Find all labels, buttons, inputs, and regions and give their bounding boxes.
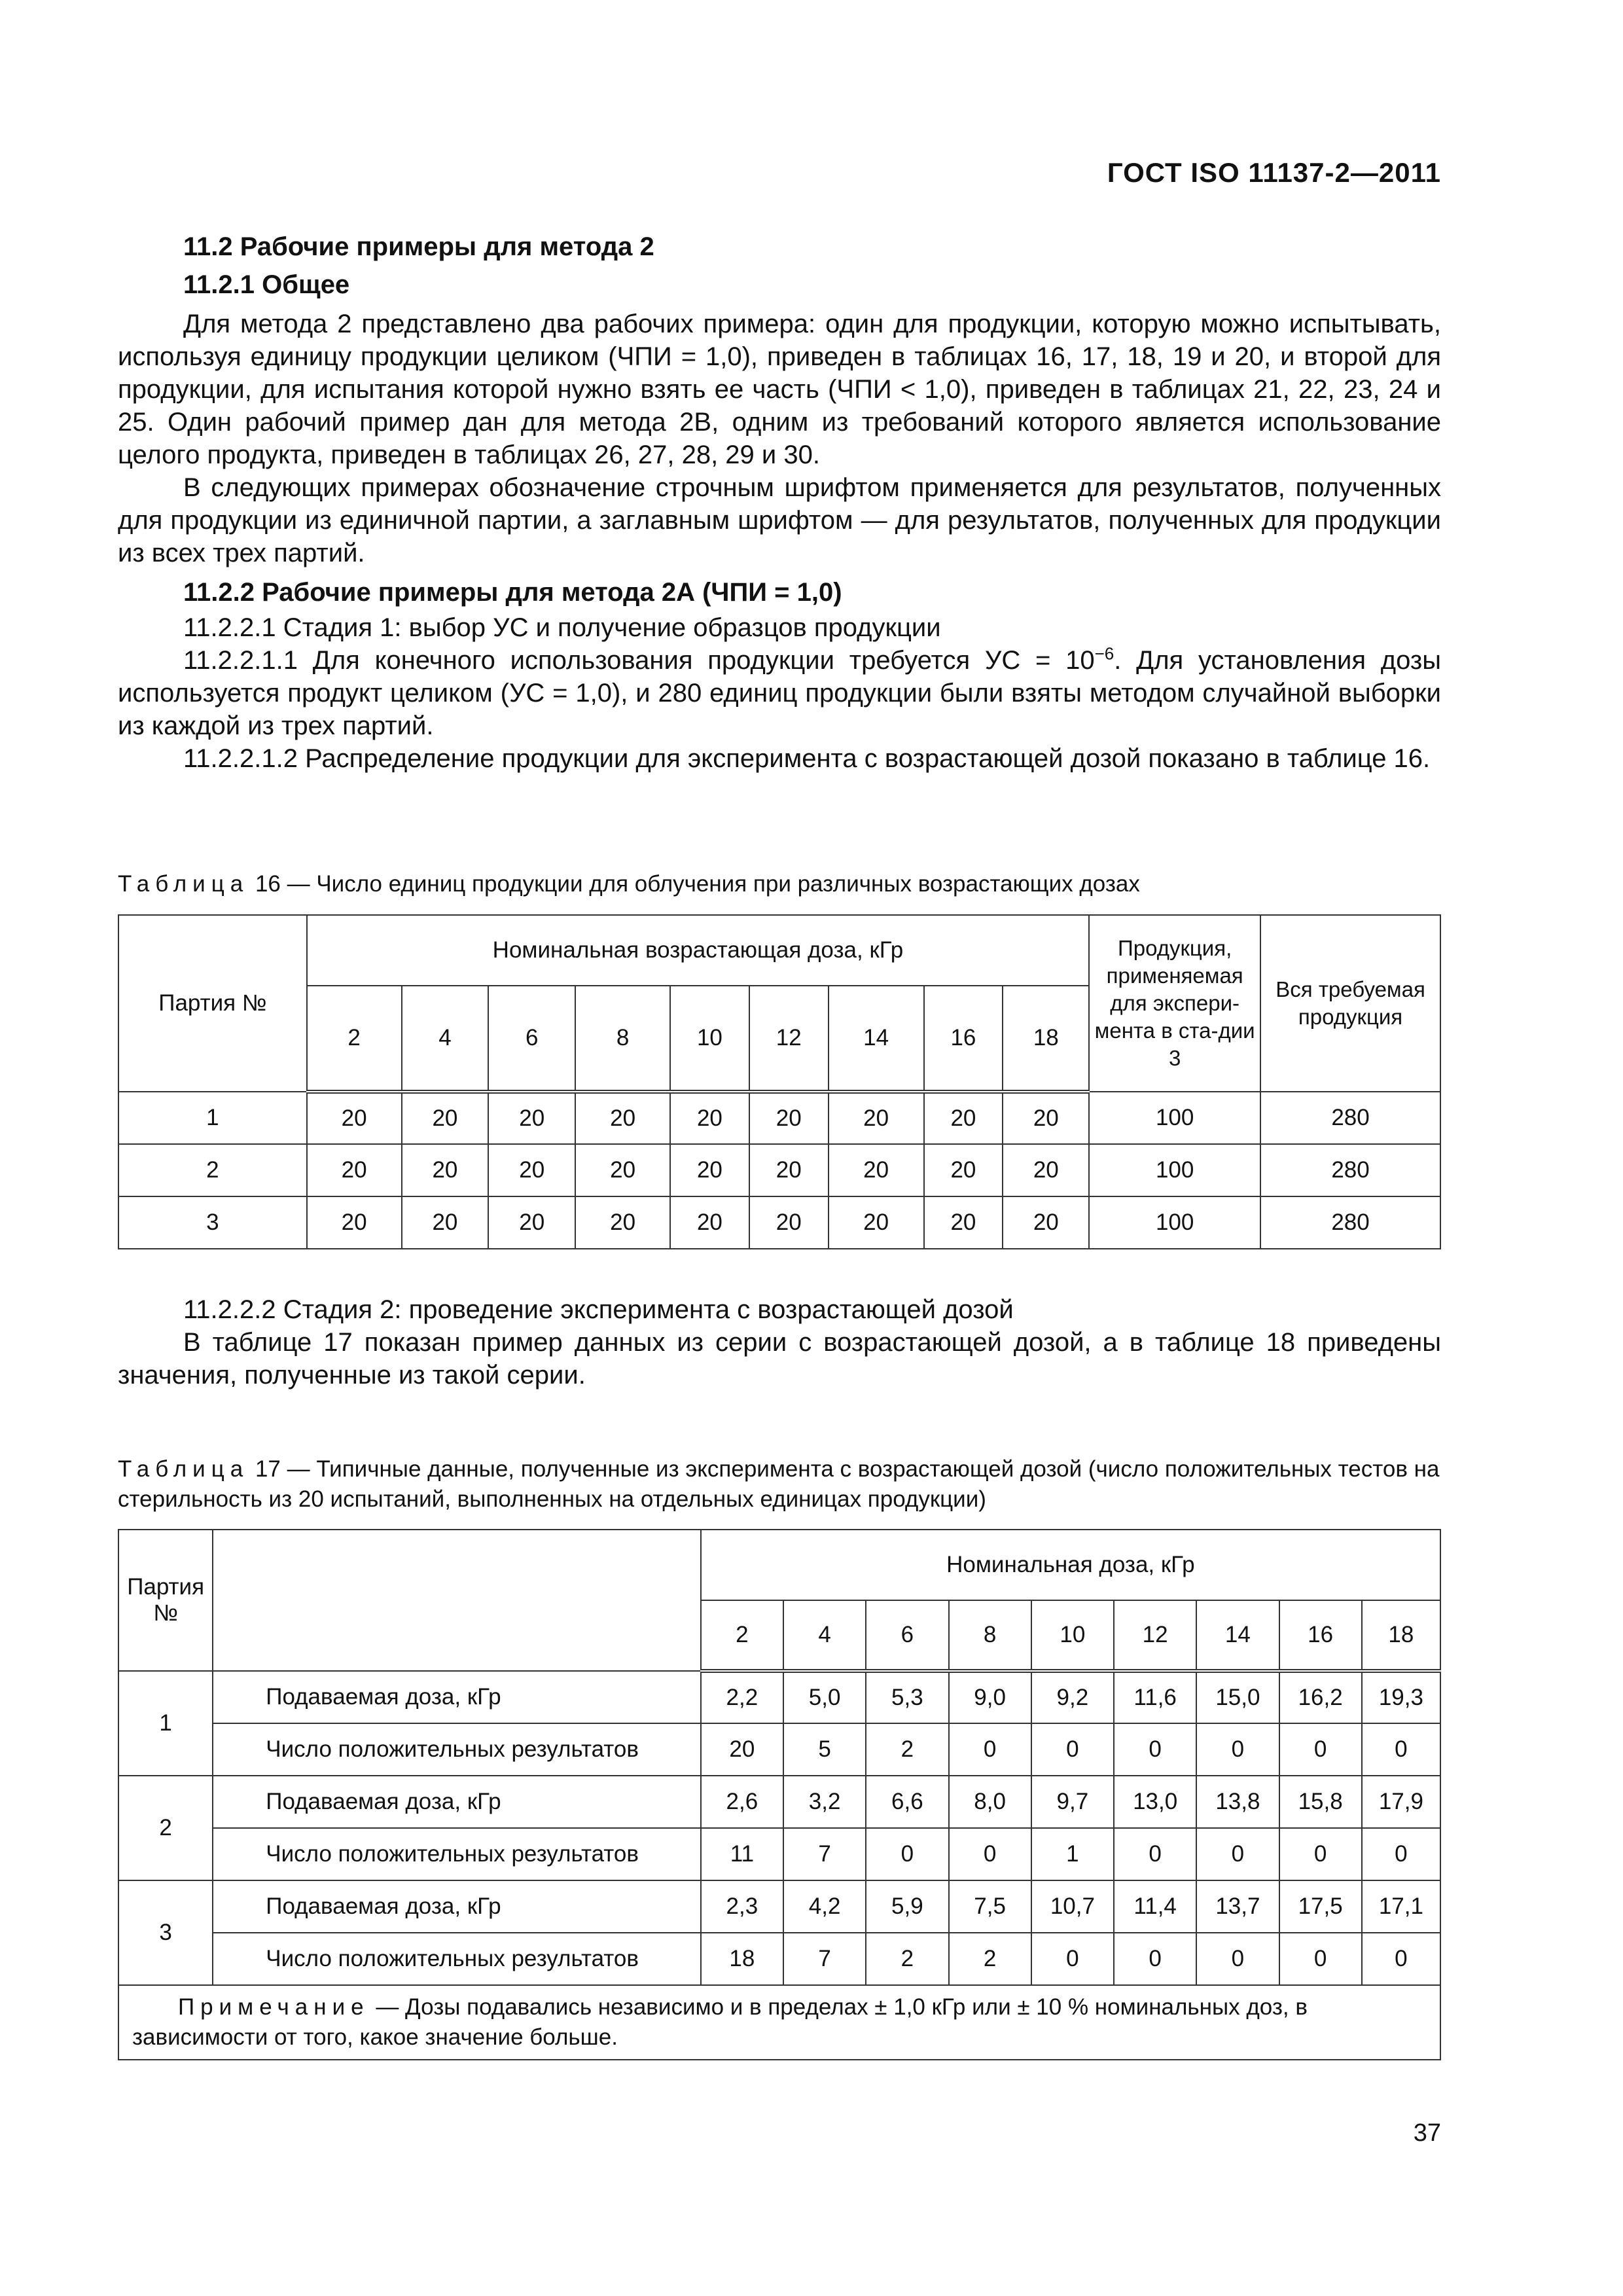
header-dose: Номинальная доза, кГр <box>701 1530 1440 1600</box>
positive-cell: 0 <box>1031 1933 1114 1985</box>
lot-cell: 2 <box>118 1776 213 1880</box>
header-stage3: Продукция, применяемая для экспери-мента в ста-дии 3 <box>1089 915 1260 1092</box>
count-cell: 20 <box>749 1196 829 1249</box>
table-note <box>118 1985 1440 2060</box>
dose-cell: 6,6 <box>866 1776 948 1828</box>
paragraph-methods: Для метода 2 представлено два рабочих примера: один для продукции, которую можно испытывать, используя единицу продукции целиком (ЧПИ = 1,0), приведен в таблицах 16, 17, 18, 19 и 20, и второй для продукции, для испытания которой нужно взять ее часть (ЧПИ < 1,0), приведен в таблицах 21, 22, 23, 24 и 25. Один рабочий пример дан для метода 2В, одним из требований которого является использование целого продукта, приведен в таблицах 26, 27, 28, 29 и 30. <box>118 310 1441 469</box>
count-cell: 20 <box>488 1092 575 1144</box>
caption-text: 17 — Типичные данные, полученные из эксперимента с возрастающей дозой (число положительных тестов на стерильность из 20 испытаний, выполненных на отдельных единицах продукции) <box>118 1456 1440 1512</box>
dose-cell: 15,0 <box>1196 1671 1279 1723</box>
count-cell: 20 <box>829 1196 924 1249</box>
dose-header: 18 <box>1362 1600 1440 1671</box>
dose-header: 16 <box>924 986 1003 1092</box>
dose-cell: 13,0 <box>1114 1776 1196 1828</box>
table-16-caption <box>118 869 1441 899</box>
dose-header: 18 <box>1003 986 1089 1092</box>
document-code: ГОСТ ISO 11137-2—2011 <box>1107 157 1441 188</box>
dose-header: 2 <box>307 986 402 1092</box>
dose-cell: 17,9 <box>1362 1776 1440 1828</box>
dose-cell: 5,0 <box>783 1671 866 1723</box>
total-cell: 280 <box>1260 1092 1440 1144</box>
section-11-2-2-2 <box>118 1293 1441 1391</box>
dose-cell: 4,2 <box>783 1880 866 1933</box>
positive-cell: 5 <box>783 1723 866 1776</box>
count-cell: 20 <box>924 1092 1003 1144</box>
count-cell: 20 <box>924 1196 1003 1249</box>
dose-header: 8 <box>949 1600 1031 1671</box>
dose-cell: 11,4 <box>1114 1880 1196 1933</box>
table-row <box>118 1144 1440 1196</box>
count-cell: 20 <box>402 1196 489 1249</box>
header-blank <box>213 1530 700 1671</box>
positive-cell: 0 <box>1279 1723 1362 1776</box>
positive-cell: 2 <box>866 1933 948 1985</box>
dose-header: 8 <box>575 986 670 1092</box>
dose-cell: 16,2 <box>1279 1671 1362 1723</box>
count-cell: 20 <box>307 1196 402 1249</box>
positive-cell: 0 <box>1114 1723 1196 1776</box>
dose-header: 4 <box>783 1600 866 1671</box>
table-17-caption <box>118 1454 1441 1515</box>
count-cell: 20 <box>749 1144 829 1196</box>
caption-text: 16 — Число единиц продукции для облучения при различных возрастающих дозах <box>249 871 1140 897</box>
text-part: . Для установления дозы используется продукт целиком (УС = 1,0), и 280 единиц продукции были взяты методом случайной выборки из каждой из трех партий. <box>118 646 1441 740</box>
count-cell: 20 <box>307 1144 402 1196</box>
table-row <box>118 1671 1440 1723</box>
count-cell: 20 <box>1003 1144 1089 1196</box>
dose-header: 14 <box>1196 1600 1279 1671</box>
lot-cell: 3 <box>118 1880 213 1985</box>
dose-cell: 13,8 <box>1196 1776 1279 1828</box>
count-cell: 20 <box>749 1092 829 1144</box>
positive-cell: 0 <box>949 1828 1031 1880</box>
text-part: 11.2.2.1.1 Для конечного использования продукции требуется УС = 10 <box>183 646 1095 675</box>
heading-11-2-1: 11.2.1 Общее <box>183 270 350 299</box>
positive-cell: 20 <box>701 1723 783 1776</box>
section-11-2 <box>118 230 1441 775</box>
header-lot: Партия № <box>118 1530 213 1671</box>
row-label: Число положительных результатов <box>213 1933 700 1985</box>
table-16 <box>118 914 1441 1249</box>
positive-cell: 7 <box>783 1828 866 1880</box>
dose-header: 2 <box>701 1600 783 1671</box>
positive-cell: 0 <box>1196 1933 1279 1985</box>
heading-11-2-2: 11.2.2 Рабочие примеры для метода 2А (ЧПИ = 1,0) <box>183 578 842 607</box>
paragraph-stage2: 11.2.2.2 Стадия 2: проведение эксперимента с возрастающей дозой <box>183 1295 1014 1324</box>
table-note-row <box>118 1985 1440 2060</box>
dose-cell: 5,9 <box>866 1880 948 1933</box>
paragraph-table17-intro: В таблице 17 показан пример данных из серии с возрастающей дозой, а в таблице 18 приведены значения, полученные из такой серии. <box>118 1328 1441 1390</box>
dose-cell: 15,8 <box>1279 1776 1362 1828</box>
heading-11-2: 11.2 Рабочие примеры для метода 2 <box>183 232 654 261</box>
row-label: Подаваемая доза, кГр <box>213 1671 700 1723</box>
header-dose: Номинальная возрастающая доза, кГр <box>307 915 1090 986</box>
exponent: −6 <box>1094 643 1115 664</box>
dose-cell: 19,3 <box>1362 1671 1440 1723</box>
count-cell: 20 <box>575 1092 670 1144</box>
positive-cell: 0 <box>949 1723 1031 1776</box>
positive-cell: 0 <box>1196 1828 1279 1880</box>
count-cell: 20 <box>307 1092 402 1144</box>
count-cell: 20 <box>575 1144 670 1196</box>
lot-cell: 2 <box>118 1144 307 1196</box>
count-cell: 20 <box>1003 1092 1089 1144</box>
positive-cell: 2 <box>866 1723 948 1776</box>
count-cell: 20 <box>924 1144 1003 1196</box>
table-row <box>118 1828 1440 1880</box>
count-cell: 20 <box>829 1092 924 1144</box>
paragraph-11-2-2-1-1 <box>118 644 1441 742</box>
caption-word: Таблица <box>118 871 249 897</box>
dose-cell: 2,2 <box>701 1671 783 1723</box>
count-cell: 20 <box>829 1144 924 1196</box>
dose-cell: 11,6 <box>1114 1671 1196 1723</box>
dose-header: 16 <box>1279 1600 1362 1671</box>
positive-cell: 11 <box>701 1828 783 1880</box>
count-cell: 20 <box>670 1092 749 1144</box>
stage3-cell: 100 <box>1089 1092 1260 1144</box>
dose-cell: 2,3 <box>701 1880 783 1933</box>
dose-header: 12 <box>749 986 829 1092</box>
count-cell: 20 <box>1003 1196 1089 1249</box>
table-row <box>118 1880 1440 1933</box>
paragraph-11-2-2-1-2: 11.2.2.1.2 Распределение продукции для эксперимента с возрастающей дозой показано в таблице 16. <box>183 744 1431 773</box>
table-row <box>118 1196 1440 1249</box>
dose-cell: 13,7 <box>1196 1880 1279 1933</box>
total-cell: 280 <box>1260 1144 1440 1196</box>
row-label: Подаваемая доза, кГр <box>213 1776 700 1828</box>
stage3-cell: 100 <box>1089 1144 1260 1196</box>
dose-cell: 9,0 <box>949 1671 1031 1723</box>
total-cell: 280 <box>1260 1196 1440 1249</box>
count-cell: 20 <box>670 1196 749 1249</box>
row-label: Число положительных результатов <box>213 1723 700 1776</box>
note-text: — Дозы подавались независимо и в пределах ± 1,0 кГр или ± 10 % номинальных доз, в зависимости от того, какое значение больше. <box>132 1994 1308 2050</box>
dose-cell: 3,2 <box>783 1776 866 1828</box>
dose-header: 10 <box>1031 1600 1114 1671</box>
positive-cell: 0 <box>1362 1828 1440 1880</box>
count-cell: 20 <box>488 1144 575 1196</box>
dose-cell: 9,7 <box>1031 1776 1114 1828</box>
row-label: Число положительных результатов <box>213 1828 700 1880</box>
table-17 <box>118 1529 1441 2060</box>
header-total: Вся требуемая продукция <box>1260 915 1440 1092</box>
header-lot: Партия № <box>118 915 307 1092</box>
count-cell: 20 <box>402 1144 489 1196</box>
lot-cell: 1 <box>118 1092 307 1144</box>
dose-cell: 2,6 <box>701 1776 783 1828</box>
positive-cell: 2 <box>949 1933 1031 1985</box>
page-number: 37 <box>1413 2119 1441 2147</box>
lot-cell: 1 <box>118 1671 213 1776</box>
table-row <box>118 1933 1440 1985</box>
dose-header: 14 <box>829 986 924 1092</box>
dose-cell: 10,7 <box>1031 1880 1114 1933</box>
positive-cell: 0 <box>866 1828 948 1880</box>
dose-cell: 7,5 <box>949 1880 1031 1933</box>
dose-cell: 5,3 <box>866 1671 948 1723</box>
dose-header: 10 <box>670 986 749 1092</box>
table-row <box>118 1092 1440 1144</box>
positive-cell: 0 <box>1279 1933 1362 1985</box>
count-cell: 20 <box>402 1092 489 1144</box>
stage3-cell: 100 <box>1089 1196 1260 1249</box>
caption-word: Таблица <box>118 1456 249 1482</box>
paragraph-notation: В следующих примерах обозначение строчным шрифтом применяется для результатов, полученных для продукции из единичной партии, а заглавным шрифтом — для результатов, полученных для продукции из всех трех партий. <box>118 473 1441 567</box>
dose-header: 12 <box>1114 1600 1196 1671</box>
count-cell: 20 <box>488 1196 575 1249</box>
positive-cell: 7 <box>783 1933 866 1985</box>
dose-header: 6 <box>866 1600 948 1671</box>
positive-cell: 0 <box>1279 1828 1362 1880</box>
dose-cell: 8,0 <box>949 1776 1031 1828</box>
dose-cell: 17,5 <box>1279 1880 1362 1933</box>
count-cell: 20 <box>670 1144 749 1196</box>
lot-cell: 3 <box>118 1196 307 1249</box>
dose-cell: 9,2 <box>1031 1671 1114 1723</box>
paragraph-stage1: 11.2.2.1 Стадия 1: выбор УС и получение образцов продукции <box>183 613 941 642</box>
positive-cell: 0 <box>1196 1723 1279 1776</box>
positive-cell: 18 <box>701 1933 783 1985</box>
positive-cell: 0 <box>1362 1723 1440 1776</box>
positive-cell: 1 <box>1031 1828 1114 1880</box>
dose-cell: 17,1 <box>1362 1880 1440 1933</box>
count-cell: 20 <box>575 1196 670 1249</box>
dose-header: 4 <box>402 986 489 1092</box>
dose-header: 6 <box>488 986 575 1092</box>
table-row <box>118 1723 1440 1776</box>
positive-cell: 0 <box>1031 1723 1114 1776</box>
positive-cell: 0 <box>1114 1933 1196 1985</box>
positive-cell: 0 <box>1114 1828 1196 1880</box>
row-label: Подаваемая доза, кГр <box>213 1880 700 1933</box>
table-row <box>118 1776 1440 1828</box>
positive-cell: 0 <box>1362 1933 1440 1985</box>
note-word: Примечание <box>178 1994 370 2020</box>
